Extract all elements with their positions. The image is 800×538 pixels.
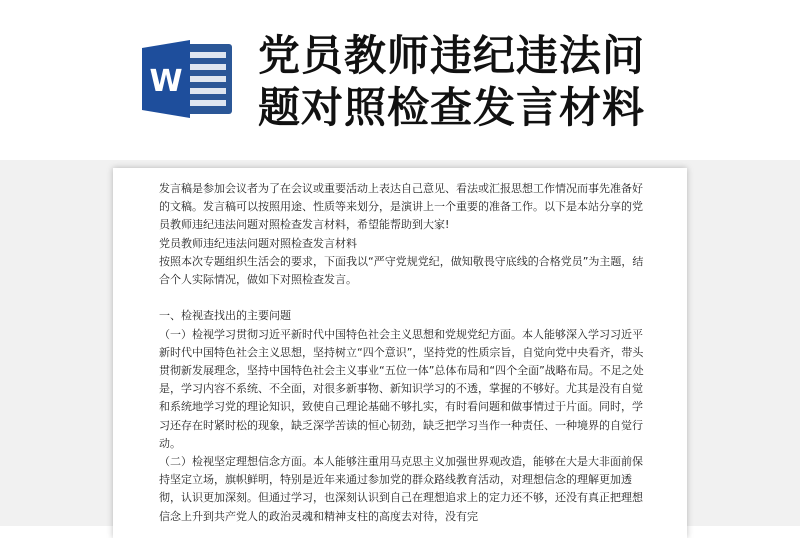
- opening-paragraph: 按照本次专题组织生活会的要求，下面我以“严守党规党纪，做知敬畏守底线的合格党员”为主题，结合个人实际情况，做如下对照检查发言。: [159, 254, 644, 287]
- page-title: [258, 30, 778, 134]
- title-line-2: 题对照检查发言材料: [258, 83, 646, 132]
- doc-subtitle: 党员教师违纪违法问题对照检查发言材料: [159, 236, 357, 250]
- document-page: [113, 168, 687, 538]
- body-paragraph-2: （二）检视坚定理想信念方面。本人能够注重用马克思主义加强世界观改造，能够在大是大非面前保持坚定立场，旗帜鲜明，特别是近年来通过参加党的群众路线教育活动，对理想信念的理解更加透彻，认识更加深刻。但通过学习，也深刻认识到自己在理想追求上的定力还不够，还没有真正把理想信念上升到共产党人的政治灵魂和精神支柱的高度去对待，没有完: [159, 455, 643, 523]
- intro-paragraph: 发言稿是参加会议者为了在会议或重要活动上表达自己意见、看法或汇报思想工作情况而事先准备好的文稿。发言稿可以按照用途、性质等来划分，是演讲上一个重要的准备工作。以下是本站分享的党员教师违纪违法问题对照检查发言材料，希望能帮助到大家!: [159, 182, 643, 232]
- document-body: [159, 180, 647, 526]
- microsoft-word-icon: [140, 38, 236, 120]
- body-paragraph-1: （一）检视学习贯彻习近平新时代中国特色社会主义思想和党规党纪方面。本人能够深入学习习近平新时代中国特色社会主义思想，坚持树立“四个意识”，坚持党的性质宗旨，自觉向党中央看齐，带头贯彻新发展理念，坚持中国特色社会主义事业“五位一体”总体布局和“四个全面”战略布局。不足之处是，学习内容不系统、不全面，对很多新事物、新知识学习的不透，掌握的不够好。尤其是没有自觉和系统地学习党的理论知识，致使自己理论基础不够扎实，有时看问题和做事情过于片面。同时，学习还存在时紧时松的现象，缺乏深学苦读的恒心韧劲，缺乏把学习当作一种责任、一种境界的自觉行动。: [159, 327, 644, 450]
- banner-header: [0, 0, 800, 160]
- blank-line: [159, 289, 647, 307]
- section-heading: 一、检视查找出的主要问题: [159, 309, 291, 323]
- title-line-1: 党员教师违纪违法问: [258, 31, 646, 80]
- logo-letter: W: [149, 64, 183, 99]
